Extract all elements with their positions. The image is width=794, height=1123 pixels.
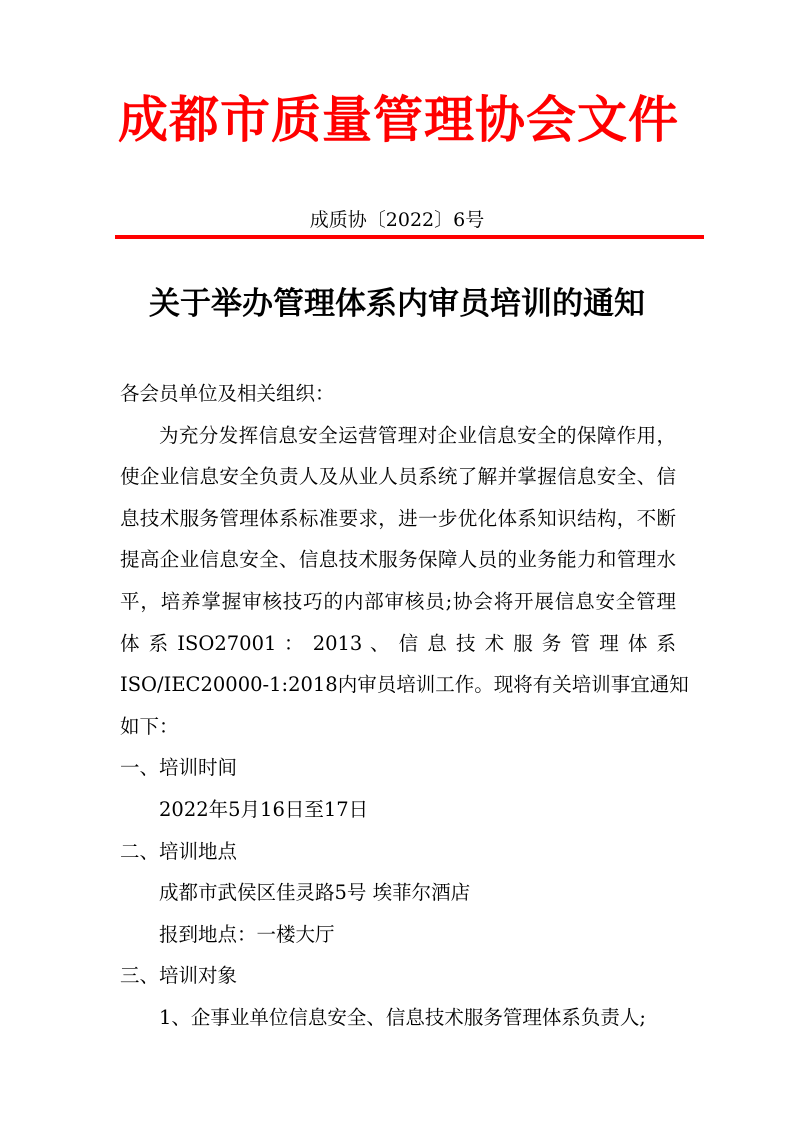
training-time: 2022年5月16日至17日: [159, 797, 369, 821]
red-divider: [115, 235, 704, 239]
salutation: 各会员单位及相关组织：: [120, 382, 335, 405]
section-heading-location: 二、培训地点: [120, 839, 238, 863]
paragraph-line: 平，培养掌握审核技巧的内部审核员;协会将开展信息安全管理: [120, 589, 676, 613]
paragraph-line: 使企业信息安全负责人及从业人员系统了解并掌握信息安全、信: [120, 465, 676, 489]
paragraph-line: 息技术服务管理体系标准要求，进一步优化体系知识结构，不断: [120, 506, 676, 530]
paragraph-line: 提高企业信息安全、信息技术服务保障人员的业务能力和管理水: [120, 548, 676, 572]
notice-title: 关于举办管理体系内审员培训的通知: [149, 286, 645, 322]
paragraph-line: 为充分发挥信息安全运营管理对企业信息安全的保障作用，: [159, 423, 676, 447]
section-heading-time: 一、培训时间: [120, 756, 238, 780]
section-heading-audience: 三、培训对象: [120, 964, 238, 988]
paragraph-line: 如下：: [120, 714, 179, 738]
notice-body: [120, 373, 689, 1039]
check-in-location: 报到地点：一楼大厅: [159, 922, 335, 946]
paragraph-line: 体 系 ISO27001 ： 2013 、 信 息 技 术 服 务 管 理 体 系: [120, 631, 676, 655]
paragraph-line: ISO/IEC20000-1:2018内审员培训工作。现将有关培训事宜通知: [120, 673, 689, 697]
training-address: 成都市武侯区佳灵路5号 埃菲尔酒店: [159, 881, 471, 905]
document-number: 成质协〔2022〕6号: [309, 209, 485, 231]
issuing-organization-title: 成都市质量管理协会文件: [118, 90, 678, 149]
audience-item: 1、企事业单位信息安全、信息技术服务管理体系负责人;: [159, 1005, 646, 1029]
